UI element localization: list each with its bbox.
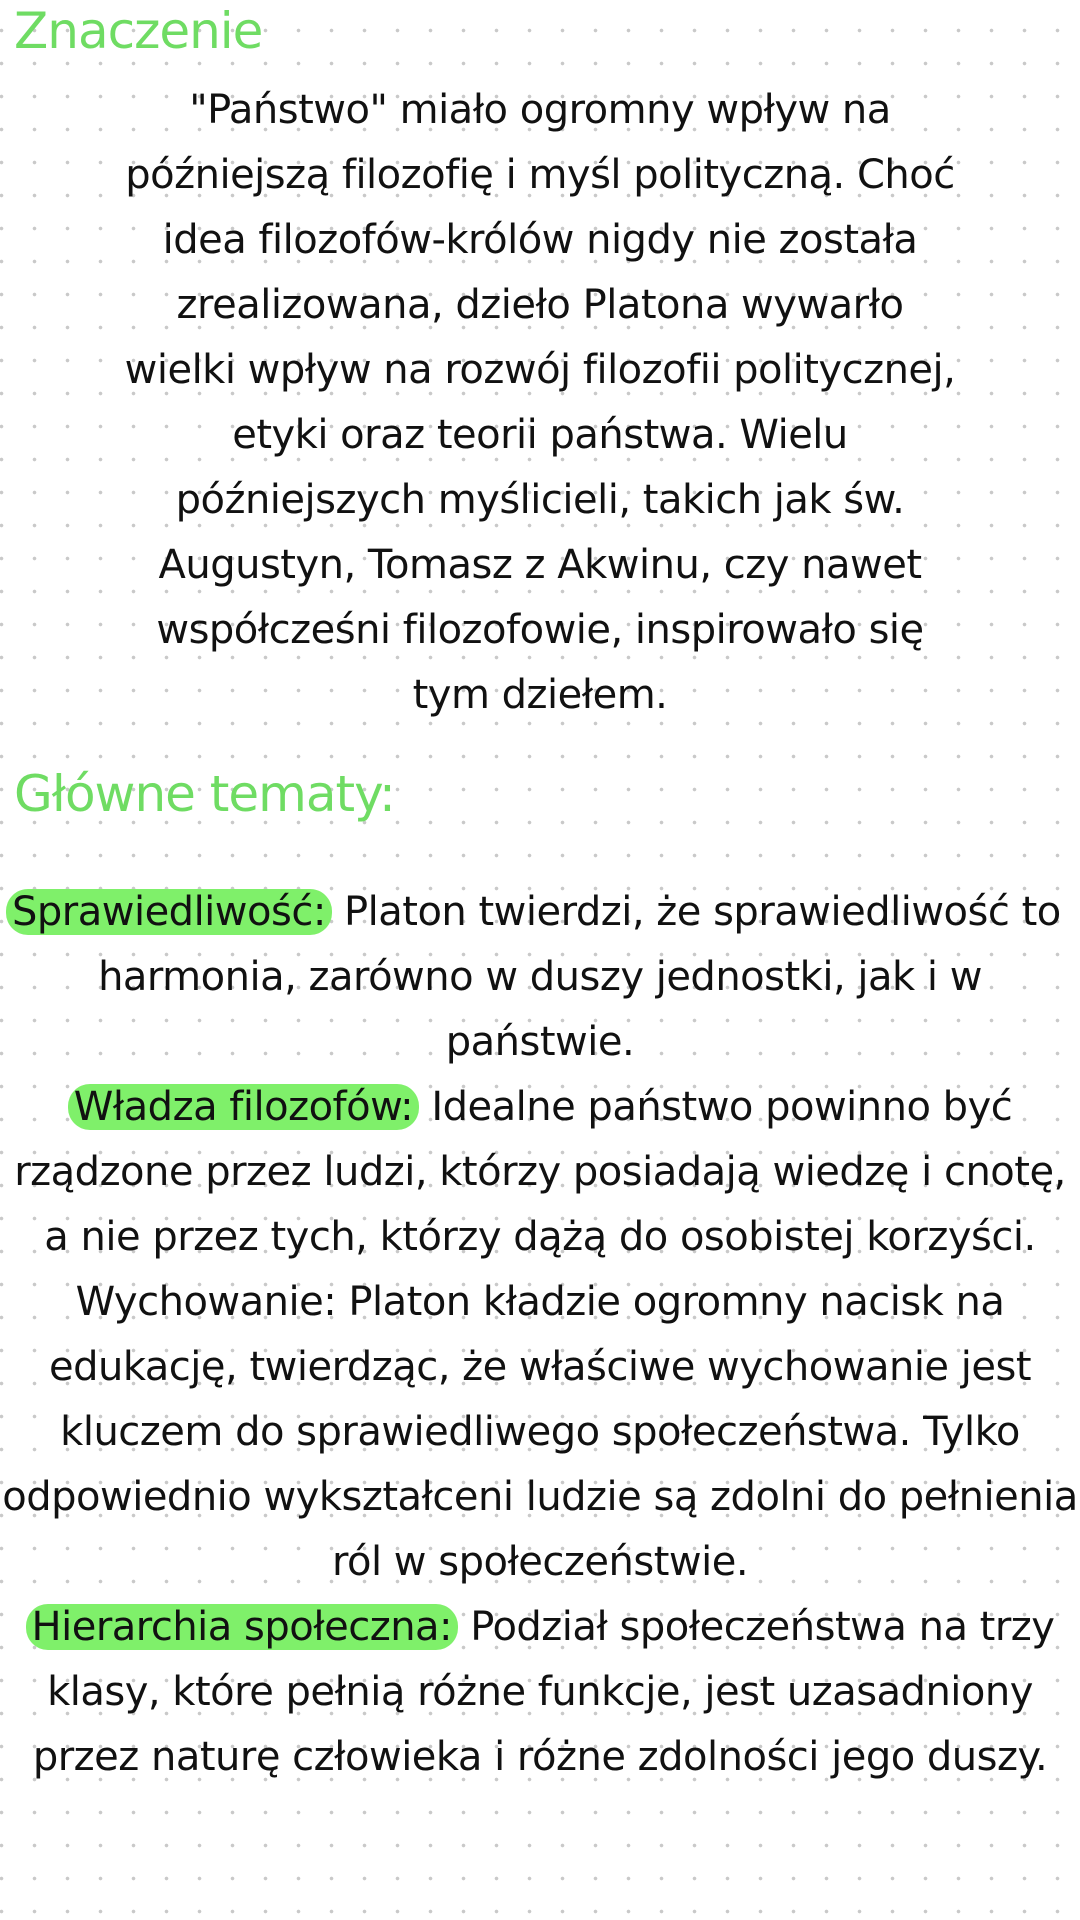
theme-hierarchia-spoleczna (0, 1595, 1080, 1790)
text-line: współcześni filozofowie, inspirowało się (156, 607, 924, 653)
text-line: późniejszych myślicieli, takich jak św. (175, 477, 905, 523)
text-line: Platon twierdzi, że sprawiedliwość to (331, 889, 1061, 935)
text-line: idea filozofów-królów nigdy nie została (162, 217, 918, 263)
theme-sprawiedliwosc (0, 880, 1080, 1075)
themes-list (0, 880, 1080, 1790)
text-line: etyki oraz teorii państwa. Wielu (232, 412, 848, 458)
highlighted-term: Sprawiedliwość: (6, 889, 332, 935)
text-line: Idealne państwo powinno być (419, 1084, 1013, 1130)
text-line: zrealizowana, dzieło Platona wywarło (176, 282, 904, 328)
text-line: tym dziełem. (412, 672, 668, 718)
text-line: wielki wpływ na rozwój filozofii politycznej, (124, 347, 956, 393)
highlighted-term: Hierarchia społeczna: (26, 1604, 459, 1650)
text-line: Augustyn, Tomasz z Akwinu, czy nawet (158, 542, 922, 588)
text-line: klasy, które pełnią różne funkcje, jest uzasadniony (47, 1669, 1033, 1715)
text-line: Wychowanie: Platon kładzie ogromny nacisk na (75, 1279, 1005, 1325)
theme-wladza-filozofow (0, 1075, 1080, 1270)
text-line: późniejszą filozofię i myśl polityczną. Choć (125, 152, 955, 198)
theme-wychowanie (0, 1270, 1080, 1595)
text-line: przez naturę człowieka i różne zdolności jego duszy. (32, 1734, 1048, 1780)
text-line: "Państwo" miało ogromny wpływ na (189, 87, 891, 133)
highlighted-term: Władza filozofów: (68, 1084, 419, 1130)
heading-glowne-tematy: Główne tematy: (14, 765, 395, 823)
text-line: harmonia, zarówno w duszy jednostki, jak i w (98, 954, 982, 1000)
text-line: ról w społeczeństwie. (331, 1539, 749, 1585)
meaning-paragraph (0, 78, 1080, 728)
text-line: Podział społeczeństwa na trzy (458, 1604, 1055, 1650)
text-line: kluczem do sprawiedliwego społeczeństwa. Tylko (60, 1409, 1020, 1455)
text-line: państwie. (445, 1019, 635, 1065)
text-line: rządzone przez ludzi, którzy posiadają wiedzę i cnotę, (14, 1149, 1066, 1195)
text-line: a nie przez tych, którzy dążą do osobistej korzyści. (44, 1214, 1036, 1260)
text-line: odpowiednio wykształceni ludzie są zdolni do pełnienia (2, 1474, 1078, 1520)
text-line: edukację, twierdząc, że właściwe wychowanie jest (48, 1344, 1031, 1390)
heading-znaczenie: Znaczenie (14, 2, 263, 60)
